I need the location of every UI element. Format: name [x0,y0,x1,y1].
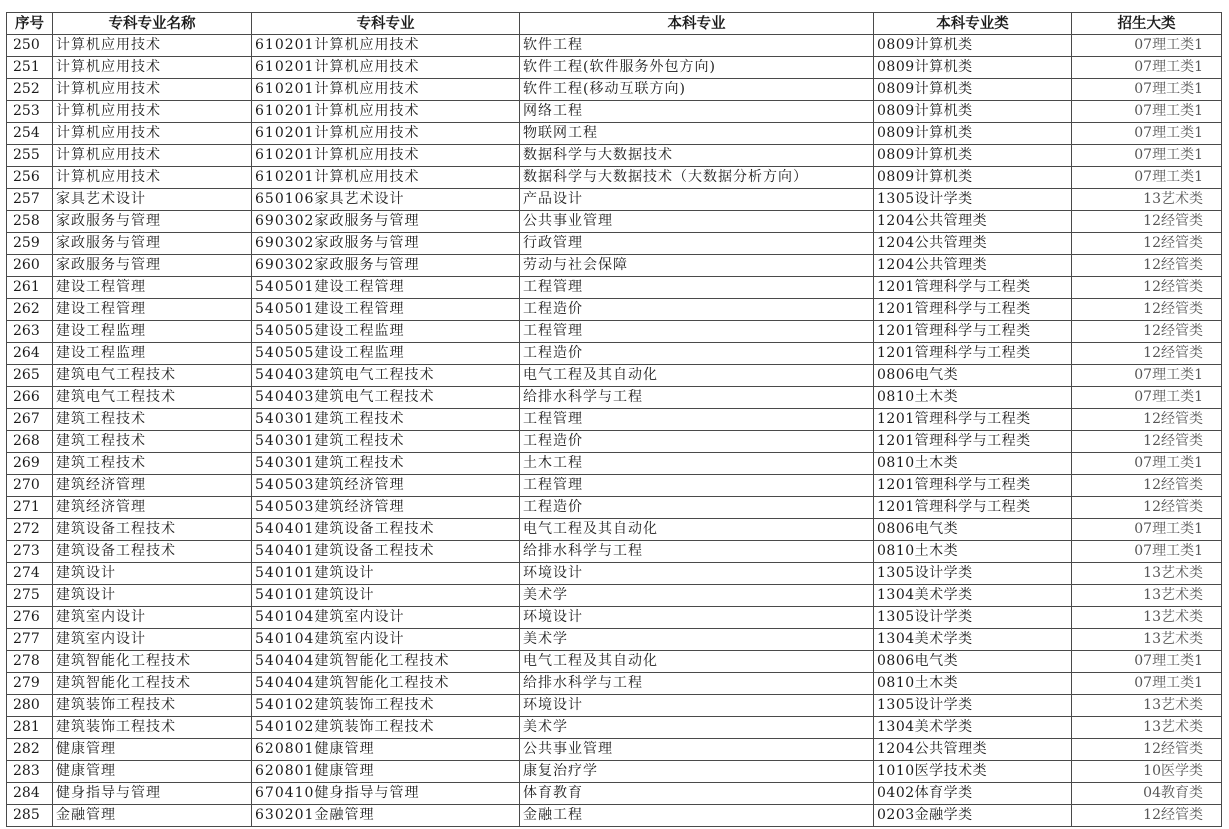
header-index: 序号 [7,13,53,35]
cell-junior-major: 670410健身指导与管理 [252,783,520,805]
cell-index: 262 [7,299,53,321]
cell-enrollment-category: 13艺术类 [1072,695,1222,717]
cell-enrollment-category: 12经管类 [1072,211,1222,233]
table-row [7,783,1222,805]
cell-enrollment-category: 07理工类1 [1072,167,1222,189]
cell-bachelor-category: 1204公共管理类 [874,739,1072,761]
cell-junior-major-name: 建筑设计 [53,563,252,585]
cell-junior-major: 540501建设工程管理 [252,277,520,299]
cell-bachelor-category: 1304美术学类 [874,717,1072,739]
cell-junior-major-name: 建设工程监理 [53,343,252,365]
cell-junior-major: 610201计算机应用技术 [252,101,520,123]
cell-index: 284 [7,783,53,805]
cell-junior-major: 540503建筑经济管理 [252,497,520,519]
cell-bachelor-category: 0809计算机类 [874,167,1072,189]
cell-bachelor-major: 工程造价 [520,343,874,365]
table-row [7,101,1222,123]
cell-junior-major-name: 建筑设备工程技术 [53,519,252,541]
cell-bachelor-category: 1304美术学类 [874,629,1072,651]
cell-junior-major: 540102建筑装饰工程技术 [252,695,520,717]
cell-bachelor-major: 软件工程(移动互联方向) [520,79,874,101]
cell-bachelor-major: 电气工程及其自动化 [520,651,874,673]
cell-junior-major: 540403建筑电气工程技术 [252,365,520,387]
cell-bachelor-major: 电气工程及其自动化 [520,519,874,541]
cell-index: 281 [7,717,53,739]
cell-index: 266 [7,387,53,409]
cell-bachelor-major: 康复治疗学 [520,761,874,783]
table-row [7,189,1222,211]
cell-index: 257 [7,189,53,211]
cell-junior-major: 540503建筑经济管理 [252,475,520,497]
cell-enrollment-category: 07理工类1 [1072,79,1222,101]
cell-junior-major: 540301建筑工程技术 [252,409,520,431]
cell-enrollment-category: 12经管类 [1072,739,1222,761]
cell-junior-major: 540505建设工程监理 [252,343,520,365]
cell-index: 276 [7,607,53,629]
cell-index: 283 [7,761,53,783]
cell-junior-major-name: 计算机应用技术 [53,123,252,145]
cell-bachelor-major: 公共事业管理 [520,739,874,761]
cell-bachelor-category: 1201管理科学与工程类 [874,431,1072,453]
cell-enrollment-category: 07理工类1 [1072,453,1222,475]
cell-junior-major-name: 建筑工程技术 [53,409,252,431]
table-row [7,607,1222,629]
cell-bachelor-major: 金融工程 [520,805,874,827]
cell-junior-major: 540101建筑设计 [252,563,520,585]
cell-junior-major-name: 计算机应用技术 [53,145,252,167]
table-row [7,255,1222,277]
cell-index: 277 [7,629,53,651]
cell-index: 271 [7,497,53,519]
cell-junior-major: 540101建筑设计 [252,585,520,607]
cell-junior-major-name: 建筑电气工程技术 [53,365,252,387]
cell-junior-major-name: 计算机应用技术 [53,57,252,79]
cell-bachelor-category: 1201管理科学与工程类 [874,277,1072,299]
cell-bachelor-category: 0810土木类 [874,453,1072,475]
cell-bachelor-category: 0806电气类 [874,519,1072,541]
cell-junior-major-name: 建设工程管理 [53,299,252,321]
table-row [7,233,1222,255]
cell-index: 252 [7,79,53,101]
cell-enrollment-category: 12经管类 [1072,233,1222,255]
cell-junior-major: 690302家政服务与管理 [252,233,520,255]
cell-junior-major-name: 家政服务与管理 [53,211,252,233]
cell-junior-major-name: 建筑智能化工程技术 [53,651,252,673]
cell-bachelor-major: 工程造价 [520,299,874,321]
cell-bachelor-category: 0809计算机类 [874,145,1072,167]
cell-junior-major-name: 建筑装饰工程技术 [53,695,252,717]
cell-bachelor-category: 1305设计学类 [874,695,1072,717]
table-row [7,475,1222,497]
table-row [7,585,1222,607]
cell-junior-major: 540301建筑工程技术 [252,431,520,453]
cell-junior-major: 540104建筑室内设计 [252,607,520,629]
cell-enrollment-category: 07理工类1 [1072,57,1222,79]
cell-index: 255 [7,145,53,167]
cell-index: 251 [7,57,53,79]
table-row [7,431,1222,453]
table-row [7,629,1222,651]
cell-junior-major-name: 计算机应用技术 [53,35,252,57]
cell-junior-major-name: 计算机应用技术 [53,101,252,123]
cell-enrollment-category: 12经管类 [1072,497,1222,519]
cell-junior-major: 540403建筑电气工程技术 [252,387,520,409]
cell-bachelor-category: 0809计算机类 [874,101,1072,123]
header-junior-major-name: 专科专业名称 [53,13,252,35]
table-row [7,497,1222,519]
cell-junior-major-name: 建筑室内设计 [53,607,252,629]
cell-junior-major: 540102建筑装饰工程技术 [252,717,520,739]
cell-index: 250 [7,35,53,57]
major-mapping-table [6,12,1222,827]
cell-bachelor-major: 行政管理 [520,233,874,255]
cell-junior-major: 610201计算机应用技术 [252,79,520,101]
cell-junior-major-name: 计算机应用技术 [53,79,252,101]
cell-bachelor-category: 1305设计学类 [874,607,1072,629]
cell-index: 256 [7,167,53,189]
cell-bachelor-category: 1010医学技术类 [874,761,1072,783]
cell-index: 272 [7,519,53,541]
cell-index: 261 [7,277,53,299]
cell-index: 274 [7,563,53,585]
cell-junior-major-name: 建筑室内设计 [53,629,252,651]
cell-bachelor-category: 0810土木类 [874,673,1072,695]
cell-junior-major-name: 建筑智能化工程技术 [53,673,252,695]
cell-bachelor-major: 给排水科学与工程 [520,387,874,409]
cell-bachelor-category: 1201管理科学与工程类 [874,299,1072,321]
cell-bachelor-category: 1201管理科学与工程类 [874,497,1072,519]
cell-junior-major: 540505建设工程监理 [252,321,520,343]
cell-bachelor-category: 1204公共管理类 [874,255,1072,277]
cell-junior-major: 540401建筑设备工程技术 [252,519,520,541]
cell-bachelor-major: 环境设计 [520,607,874,629]
cell-bachelor-major: 数据科学与大数据技术（大数据分析方向） [520,167,874,189]
cell-index: 267 [7,409,53,431]
cell-enrollment-category: 12经管类 [1072,343,1222,365]
cell-enrollment-category: 12经管类 [1072,409,1222,431]
cell-enrollment-category: 07理工类1 [1072,541,1222,563]
cell-bachelor-category: 1201管理科学与工程类 [874,321,1072,343]
cell-bachelor-category: 0809计算机类 [874,35,1072,57]
cell-enrollment-category: 07理工类1 [1072,387,1222,409]
cell-junior-major: 540501建设工程管理 [252,299,520,321]
header-bachelor-category: 本科专业类 [874,13,1072,35]
cell-junior-major-name: 建筑电气工程技术 [53,387,252,409]
cell-junior-major: 630201金融管理 [252,805,520,827]
cell-junior-major-name: 健康管理 [53,739,252,761]
cell-enrollment-category: 12经管类 [1072,431,1222,453]
cell-enrollment-category: 13艺术类 [1072,563,1222,585]
cell-bachelor-category: 1304美术学类 [874,585,1072,607]
cell-bachelor-category: 0402体育学类 [874,783,1072,805]
table-row [7,563,1222,585]
cell-index: 259 [7,233,53,255]
cell-index: 273 [7,541,53,563]
cell-enrollment-category: 07理工类1 [1072,123,1222,145]
cell-enrollment-category: 07理工类1 [1072,101,1222,123]
table-row [7,739,1222,761]
cell-bachelor-category: 1305设计学类 [874,189,1072,211]
table-row [7,387,1222,409]
cell-junior-major-name: 家政服务与管理 [53,233,252,255]
cell-bachelor-major: 工程管理 [520,277,874,299]
cell-junior-major: 620801健康管理 [252,761,520,783]
cell-index: 254 [7,123,53,145]
cell-bachelor-category: 1201管理科学与工程类 [874,409,1072,431]
cell-index: 270 [7,475,53,497]
cell-junior-major-name: 健康管理 [53,761,252,783]
cell-junior-major: 610201计算机应用技术 [252,145,520,167]
cell-index: 279 [7,673,53,695]
cell-bachelor-major: 数据科学与大数据技术 [520,145,874,167]
table-row [7,453,1222,475]
cell-junior-major-name: 家政服务与管理 [53,255,252,277]
cell-junior-major-name: 计算机应用技术 [53,167,252,189]
cell-bachelor-category: 0203金融学类 [874,805,1072,827]
table-row [7,299,1222,321]
cell-bachelor-major: 美术学 [520,717,874,739]
cell-bachelor-major: 给排水科学与工程 [520,673,874,695]
table-row [7,409,1222,431]
cell-bachelor-major: 环境设计 [520,695,874,717]
table-row [7,57,1222,79]
cell-index: 260 [7,255,53,277]
cell-index: 275 [7,585,53,607]
cell-enrollment-category: 10医学类 [1072,761,1222,783]
table-row [7,673,1222,695]
table-row [7,167,1222,189]
table-row [7,79,1222,101]
cell-junior-major: 610201计算机应用技术 [252,57,520,79]
cell-enrollment-category: 13艺术类 [1072,629,1222,651]
cell-junior-major-name: 建筑工程技术 [53,453,252,475]
cell-junior-major-name: 建筑工程技术 [53,431,252,453]
cell-junior-major-name: 建筑设备工程技术 [53,541,252,563]
cell-bachelor-major: 环境设计 [520,563,874,585]
cell-bachelor-category: 1204公共管理类 [874,233,1072,255]
table-row [7,365,1222,387]
table-row [7,805,1222,827]
cell-bachelor-major: 公共事业管理 [520,211,874,233]
cell-junior-major: 690302家政服务与管理 [252,255,520,277]
cell-junior-major: 610201计算机应用技术 [252,167,520,189]
table-row [7,123,1222,145]
cell-bachelor-category: 1201管理科学与工程类 [874,343,1072,365]
cell-bachelor-category: 1204公共管理类 [874,211,1072,233]
cell-bachelor-major: 网络工程 [520,101,874,123]
cell-index: 258 [7,211,53,233]
cell-bachelor-category: 0810土木类 [874,541,1072,563]
cell-bachelor-major: 工程管理 [520,475,874,497]
cell-index: 268 [7,431,53,453]
cell-enrollment-category: 07理工类1 [1072,35,1222,57]
table-row [7,761,1222,783]
cell-index: 280 [7,695,53,717]
cell-enrollment-category: 12经管类 [1072,299,1222,321]
cell-index: 282 [7,739,53,761]
cell-index: 263 [7,321,53,343]
cell-enrollment-category: 07理工类1 [1072,145,1222,167]
cell-bachelor-major: 工程造价 [520,497,874,519]
cell-bachelor-major: 给排水科学与工程 [520,541,874,563]
table-row [7,519,1222,541]
cell-enrollment-category: 07理工类1 [1072,673,1222,695]
cell-bachelor-category: 0810土木类 [874,387,1072,409]
cell-enrollment-category: 13艺术类 [1072,717,1222,739]
cell-enrollment-category: 13艺术类 [1072,607,1222,629]
cell-bachelor-category: 1201管理科学与工程类 [874,475,1072,497]
cell-index: 265 [7,365,53,387]
cell-index: 264 [7,343,53,365]
cell-bachelor-major: 物联网工程 [520,123,874,145]
cell-junior-major-name: 建筑设计 [53,585,252,607]
cell-bachelor-major: 工程造价 [520,431,874,453]
cell-junior-major-name: 建筑装饰工程技术 [53,717,252,739]
cell-enrollment-category: 13艺术类 [1072,189,1222,211]
cell-bachelor-category: 0809计算机类 [874,57,1072,79]
cell-bachelor-major: 美术学 [520,629,874,651]
cell-bachelor-major: 工程管理 [520,321,874,343]
cell-enrollment-category: 07理工类1 [1072,365,1222,387]
cell-junior-major-name: 建设工程管理 [53,277,252,299]
cell-junior-major-name: 金融管理 [53,805,252,827]
cell-junior-major-name: 建筑经济管理 [53,497,252,519]
cell-junior-major: 540104建筑室内设计 [252,629,520,651]
table-row [7,695,1222,717]
cell-bachelor-major: 体育教育 [520,783,874,805]
cell-bachelor-category: 0806电气类 [874,365,1072,387]
cell-bachelor-category: 1305设计学类 [874,563,1072,585]
cell-junior-major: 540404建筑智能化工程技术 [252,651,520,673]
cell-bachelor-major: 劳动与社会保障 [520,255,874,277]
header-row [7,13,1222,35]
cell-index: 269 [7,453,53,475]
cell-index: 278 [7,651,53,673]
cell-bachelor-major: 工程管理 [520,409,874,431]
cell-enrollment-category: 04教育类 [1072,783,1222,805]
table-row [7,343,1222,365]
cell-junior-major: 620801健康管理 [252,739,520,761]
cell-bachelor-major: 美术学 [520,585,874,607]
cell-bachelor-category: 0809计算机类 [874,123,1072,145]
cell-junior-major-name: 建筑经济管理 [53,475,252,497]
cell-enrollment-category: 13艺术类 [1072,585,1222,607]
cell-junior-major: 610201计算机应用技术 [252,123,520,145]
cell-index: 285 [7,805,53,827]
cell-bachelor-category: 0809计算机类 [874,79,1072,101]
cell-junior-major: 540301建筑工程技术 [252,453,520,475]
cell-bachelor-major: 软件工程(软件服务外包方向) [520,57,874,79]
cell-junior-major: 690302家政服务与管理 [252,211,520,233]
cell-bachelor-major: 产品设计 [520,189,874,211]
table-row [7,651,1222,673]
cell-enrollment-category: 07理工类1 [1072,519,1222,541]
cell-bachelor-major: 土木工程 [520,453,874,475]
cell-enrollment-category: 12经管类 [1072,805,1222,827]
cell-bachelor-major: 电气工程及其自动化 [520,365,874,387]
header-junior-major: 专科专业 [252,13,520,35]
header-bachelor-major: 本科专业 [520,13,874,35]
table-row [7,541,1222,563]
cell-enrollment-category: 07理工类1 [1072,651,1222,673]
table-row [7,145,1222,167]
cell-junior-major: 540404建筑智能化工程技术 [252,673,520,695]
cell-junior-major-name: 建设工程监理 [53,321,252,343]
table-row [7,35,1222,57]
cell-enrollment-category: 12经管类 [1072,277,1222,299]
cell-enrollment-category: 12经管类 [1072,255,1222,277]
cell-junior-major: 540401建筑设备工程技术 [252,541,520,563]
cell-bachelor-category: 0806电气类 [874,651,1072,673]
table-row [7,277,1222,299]
table-row [7,321,1222,343]
cell-enrollment-category: 12经管类 [1072,321,1222,343]
cell-junior-major: 610201计算机应用技术 [252,35,520,57]
header-enrollment-category: 招生大类 [1072,13,1222,35]
cell-bachelor-major: 软件工程 [520,35,874,57]
table-row [7,717,1222,739]
cell-junior-major-name: 家具艺术设计 [53,189,252,211]
cell-junior-major-name: 健身指导与管理 [53,783,252,805]
table-row [7,211,1222,233]
cell-junior-major: 650106家具艺术设计 [252,189,520,211]
cell-index: 253 [7,101,53,123]
cell-enrollment-category: 12经管类 [1072,475,1222,497]
